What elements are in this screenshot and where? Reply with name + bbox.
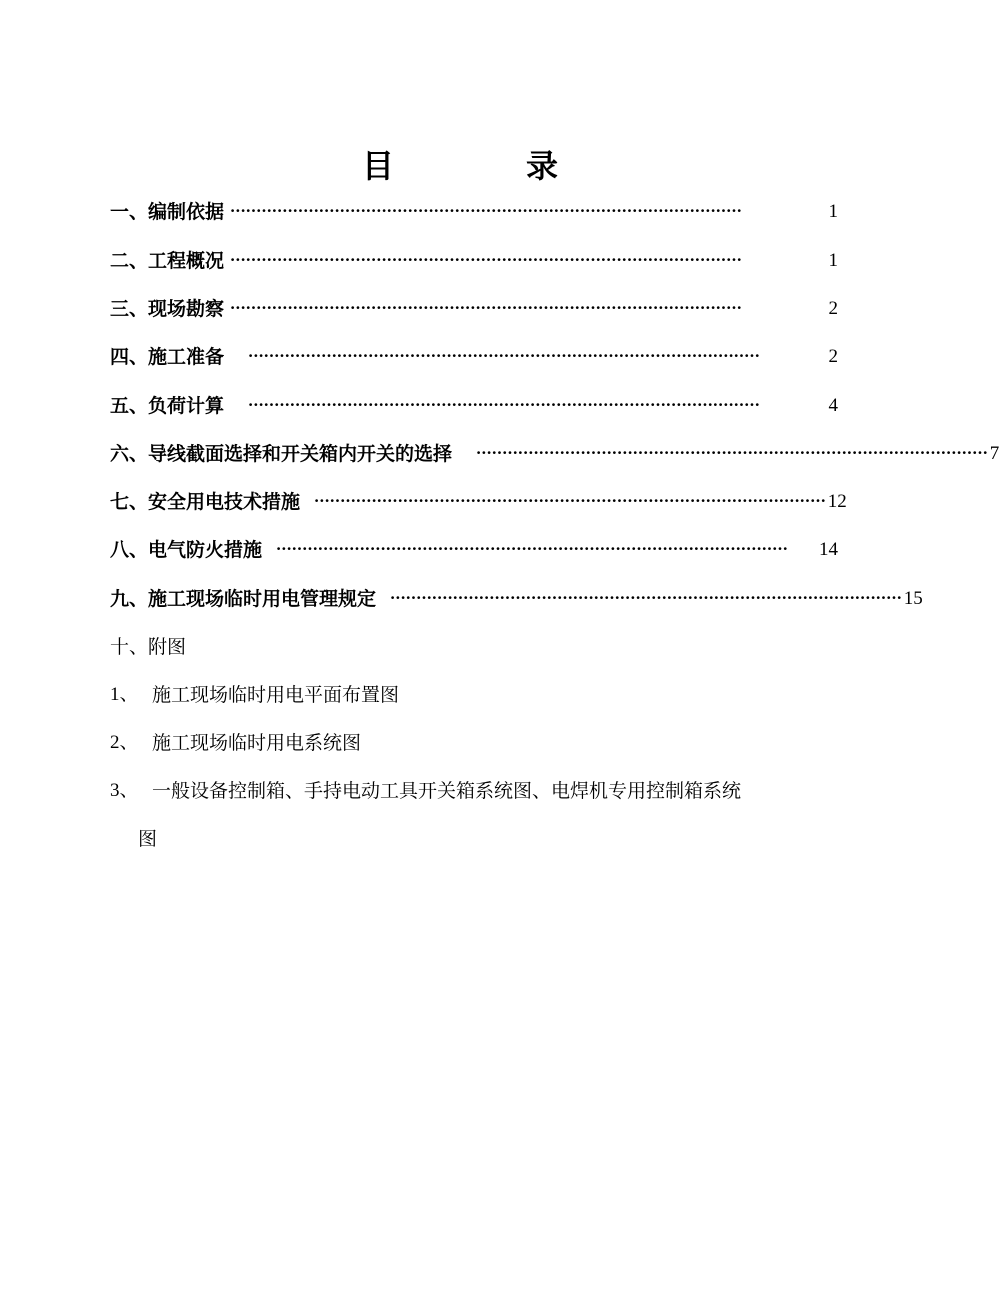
toc-entry-label: 五、负荷计算 [110,395,225,417]
toc-page-number: 14 [819,539,838,560]
toc-entry-label: 一、编制依据 [110,201,225,223]
page-title: 目 录 [361,147,608,185]
appendix-item-1 [110,682,840,708]
toc-entry-label: 七、安全用电技术措施 [110,491,301,513]
appendix-item-2 [110,730,840,756]
appendix-item-text: 一般设备控制箱、手持电动工具开关箱系统图、电焊机专用控制箱系统 [152,780,742,802]
toc-entry-6 [110,437,999,467]
toc-dot-leader: ·································································································· [314,492,826,510]
toc-entry-7 [110,485,847,515]
toc-entry-1 [110,195,838,225]
toc-dot-leader: ·································································································· [248,347,760,365]
toc-entry-9 [110,582,923,612]
toc-page-number: 15 [903,588,923,609]
toc-entry-3 [110,292,838,322]
toc-dot-leader: ·································································································· [230,299,742,317]
appendix-heading: 十、附图 [110,636,187,658]
toc-page-number: 4 [828,395,838,416]
appendix-item-text: 施工现场临时用电平面布置图 [152,684,400,706]
appendix-item-3 [110,778,840,804]
toc-page-number: 1 [828,250,838,271]
toc-page-number: 1 [828,201,838,222]
toc-dot-leader: ·································································································· [390,589,902,607]
toc-entry-8 [110,533,838,563]
appendix-item-number: 1、 [110,684,139,705]
appendix-item-text: 施工现场临时用电系统图 [152,732,362,754]
toc-dot-leader: ·································································································· [230,251,742,269]
toc-entry-5 [110,389,838,419]
appendix-item-number: 2、 [110,732,139,753]
toc-entry-2 [110,244,838,274]
toc-entry-label: 二、工程概况 [110,250,225,272]
toc-entry-label: 九、施工现场临时用电管理规定 [110,588,377,610]
appendix-item-3-continuation: 图 [138,828,158,850]
toc-dot-leader: ·································································································· [248,396,760,414]
toc-page-number: 7 [989,443,999,464]
appendix-item-number: 3、 [110,780,139,801]
toc-dot-leader: ·································································································· [230,202,742,220]
toc-dot-leader: ·································································································· [276,540,788,558]
toc-entry-label: 四、施工准备 [110,346,225,368]
toc-entry-label: 六、导线截面选择和开关箱内开关的选择 [110,443,453,465]
toc-page-number: 2 [828,298,838,319]
toc-page-number: 2 [828,346,838,367]
toc-entry-4 [110,340,838,370]
toc-entry-label: 三、现场勘察 [110,298,225,320]
toc-entry-label: 八、电气防火措施 [110,539,263,561]
toc-page-number: 12 [827,491,847,512]
toc-dot-leader: ·································································································· [476,444,988,462]
